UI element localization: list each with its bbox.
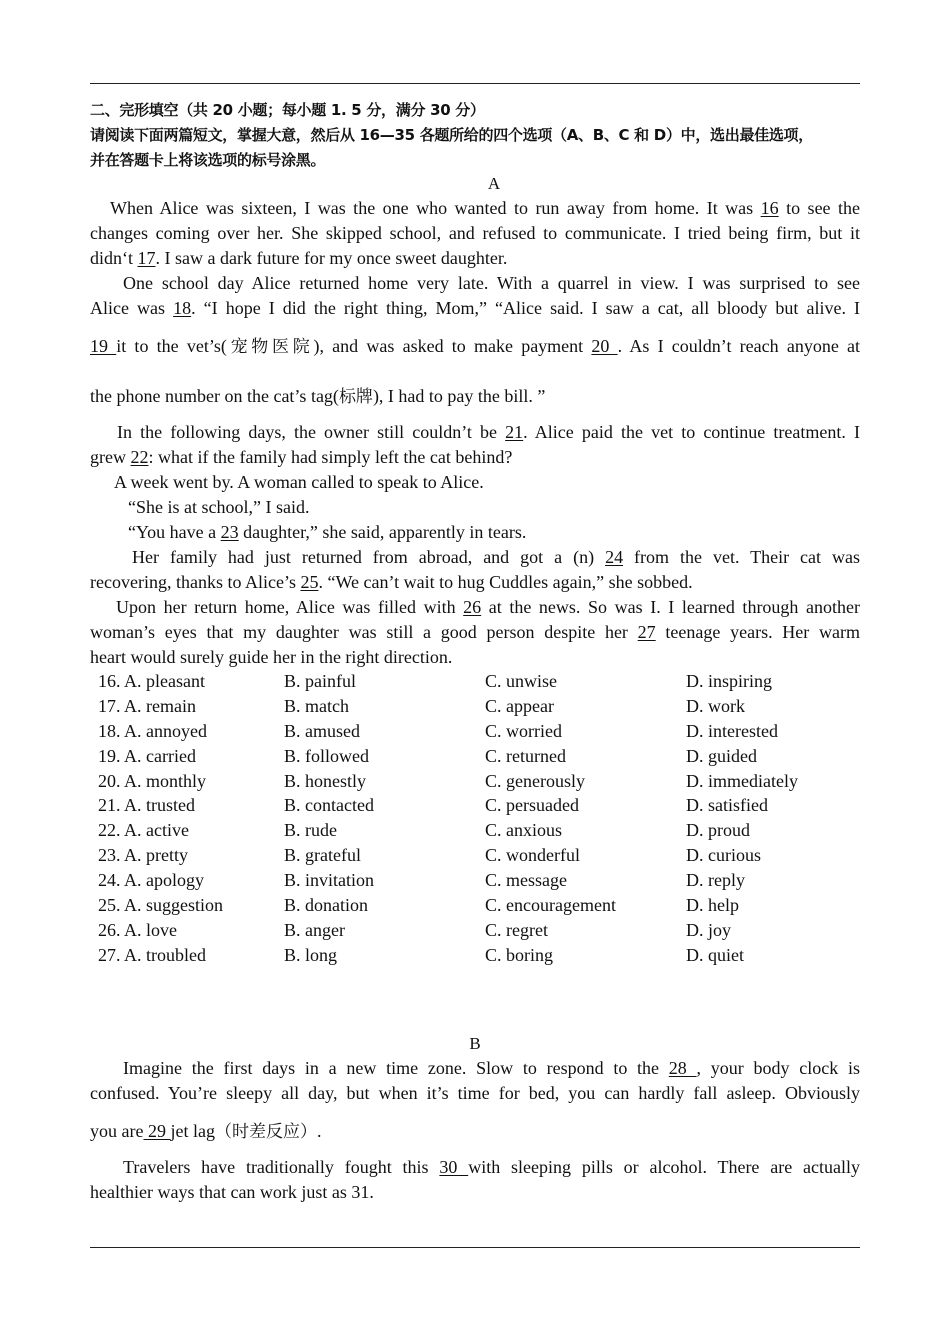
option-a[interactable]: 26. A. love: [98, 919, 177, 940]
option-a[interactable]: 27. A. troubled: [98, 944, 206, 965]
option-c[interactable]: C. appear: [485, 695, 554, 716]
option-a[interactable]: 21. A. trusted: [98, 795, 195, 816]
option-b[interactable]: B. long: [284, 944, 338, 965]
instruction-line-1: 请阅读下面两篇短文，掌握大意，然后从 16—35 各题所给的四个选项（A、B、C 和 D）中，选出最佳选项，: [90, 126, 813, 144]
top-rule: [90, 83, 860, 84]
blank-24[interactable]: 24: [605, 547, 624, 567]
option-c[interactable]: C. message: [485, 870, 567, 891]
passage-a-line: the phone number on the cat’s tag(标牌), I had to pay the bill. ”: [90, 386, 546, 407]
blank-17[interactable]: 17: [137, 248, 156, 268]
option-d[interactable]: D. reply: [686, 870, 745, 891]
option-row: [98, 893, 858, 918]
option-c[interactable]: C. anxious: [485, 820, 563, 841]
passage-a-line: One school day Alice returned home very late. With a quarrel in view. I was surprised to see: [123, 273, 860, 293]
option-b[interactable]: B. grateful: [284, 845, 361, 866]
option-row: [98, 669, 858, 694]
passage-a-line: “She is at school,” I said.: [128, 497, 310, 517]
option-b[interactable]: B. rude: [284, 820, 337, 841]
blank-29[interactable]: 29: [143, 1121, 171, 1141]
passage-a-line: grew 22: what if the family had simply left the cat behind?: [90, 447, 513, 467]
option-d[interactable]: D. satisfied: [686, 795, 768, 816]
bottom-rule: [90, 1247, 860, 1248]
option-d[interactable]: D. interested: [686, 720, 778, 741]
blank-27[interactable]: 27: [637, 622, 656, 642]
blank-20[interactable]: 20: [591, 336, 618, 356]
option-d[interactable]: D. guided: [686, 745, 757, 766]
option-row: [98, 694, 858, 719]
blank-19[interactable]: 19: [90, 336, 117, 356]
section-title: 二、完形填空（共 20 小题；每小题 1. 5 分，满分 30 分）: [90, 101, 485, 119]
passage-b-line: Imagine the first days in a new time zone. Slow to respond to the 28 , your body clock is: [123, 1058, 860, 1078]
option-b[interactable]: B. donation: [284, 895, 368, 916]
option-b[interactable]: B. followed: [284, 745, 369, 766]
passage-a-line: 19 it to the vet’s(宠物医院), and was asked to make payment 20 . As I couldn’t reach anyone at: [90, 336, 861, 357]
option-a[interactable]: 17. A. remain: [98, 695, 196, 716]
passage-a-line: changes coming over her. She skipped school, and refused to communicate. I tried being firm, but it: [90, 223, 860, 243]
option-row: [98, 793, 858, 818]
option-d[interactable]: D. joy: [686, 919, 731, 940]
passage-a-line: Her family had just returned from abroad, and got a (n) 24 from the vet. Their cat was: [132, 547, 860, 567]
passage-a-line: didn‘t 17. I saw a dark future for my once sweet daughter.: [90, 248, 508, 268]
passage-a-line: recovering, thanks to Alice’s 25. “We can’t wait to hug Cuddles again,” she sobbed.: [90, 572, 693, 592]
passage-b-line: confused. You’re sleepy all day, but when it’s time for bed, you can hardly fall asleep. Obviously: [90, 1083, 860, 1103]
section-heading: [90, 98, 880, 173]
option-d[interactable]: D. work: [686, 695, 745, 716]
option-c[interactable]: C. wonderful: [485, 845, 580, 866]
option-d[interactable]: D. quiet: [686, 944, 744, 965]
option-c[interactable]: C. encouragement: [485, 895, 616, 916]
blank-22[interactable]: 22: [130, 447, 149, 467]
option-a[interactable]: 23. A. pretty: [98, 845, 188, 866]
option-row: [98, 868, 858, 893]
option-b[interactable]: B. invitation: [284, 870, 374, 891]
option-a[interactable]: 20. A. monthly: [98, 770, 207, 791]
passage-a-line: heart would surely guide her in the right direction.: [90, 647, 453, 667]
option-b[interactable]: B. honestly: [284, 770, 367, 791]
option-a[interactable]: 16. A. pleasant: [98, 671, 205, 691]
option-d[interactable]: D. immediately: [686, 770, 798, 791]
option-row: [98, 719, 858, 744]
option-c[interactable]: C. unwise: [485, 671, 557, 691]
passage-b-line: healthier ways that can work just as 31.: [90, 1182, 374, 1202]
blank-21[interactable]: 21: [505, 422, 524, 442]
instruction-line-2: 并在答题卡上将该选项的标号涂黑。: [90, 151, 326, 169]
option-b[interactable]: B. anger: [284, 919, 345, 940]
passage-a-line: In the following days, the owner still couldn’t be 21. Alice paid the vet to continue treatment. I: [117, 422, 860, 442]
passage-b-line: you are 29 jet lag（时差反应）.: [90, 1121, 322, 1142]
blank-16[interactable]: 16: [760, 198, 779, 218]
passage-a-line: woman’s eyes that my daughter was still a good person despite her 27 teenage years. Her warm: [90, 622, 860, 642]
option-row: [98, 769, 858, 794]
option-b[interactable]: B. amused: [284, 720, 360, 741]
blank-26[interactable]: 26: [463, 597, 482, 617]
blank-18[interactable]: 18: [173, 298, 192, 318]
blank-23[interactable]: 23: [220, 522, 239, 542]
option-a[interactable]: 24. A. apology: [98, 870, 204, 891]
option-d[interactable]: D. help: [686, 895, 739, 916]
option-b[interactable]: B. contacted: [284, 795, 374, 816]
option-row: [98, 818, 858, 843]
option-b[interactable]: B. match: [284, 695, 349, 716]
option-a[interactable]: 19. A. carried: [98, 745, 196, 766]
option-b[interactable]: B. painful: [284, 671, 356, 691]
option-d[interactable]: D. inspiring: [686, 671, 773, 691]
option-row: [98, 843, 858, 868]
passage-b-label: B: [469, 1034, 481, 1053]
option-a[interactable]: 25. A. suggestion: [98, 895, 224, 916]
option-d[interactable]: D. proud: [686, 820, 750, 841]
blank-30[interactable]: 30: [439, 1157, 469, 1177]
passage-a-line: “You have a 23 daughter,” she said, apparently in tears.: [128, 522, 527, 542]
option-c[interactable]: C. returned: [485, 745, 566, 766]
option-c[interactable]: C. generously: [485, 770, 585, 791]
option-c[interactable]: C. regret: [485, 919, 548, 940]
passage-a-label: A: [487, 174, 501, 193]
option-c[interactable]: C. worried: [485, 720, 562, 741]
passage-a-line: Upon her return home, Alice was filled with 26 at the news. So was I. I learned through another: [116, 597, 860, 617]
passage-a-line: Alice was 18. “I hope I did the right thing, Mom,” “Alice said. I saw a cat, all bloody but alive. I: [90, 298, 860, 318]
options-table: [98, 669, 858, 968]
option-row: [98, 918, 858, 943]
blank-28[interactable]: 28: [668, 1058, 697, 1078]
option-a[interactable]: 18. A. annoyed: [98, 720, 207, 741]
option-row: [98, 943, 858, 968]
option-c[interactable]: C. persuaded: [485, 795, 579, 816]
blank-25[interactable]: 25: [300, 572, 319, 592]
passage-b-line: Travelers have traditionally fought this 30 with sleeping pills or alcohol. There are actually: [123, 1157, 861, 1177]
passage-a-line: A week went by. A woman called to speak to Alice.: [114, 472, 484, 492]
option-a[interactable]: 22. A. active: [98, 820, 189, 841]
option-c[interactable]: C. boring: [485, 944, 554, 965]
option-row: [98, 744, 858, 769]
option-d[interactable]: D. curious: [686, 845, 761, 866]
passage-a-line: When Alice was sixteen, I was the one who wanted to run away from home. It was 16 to see the: [110, 198, 860, 218]
